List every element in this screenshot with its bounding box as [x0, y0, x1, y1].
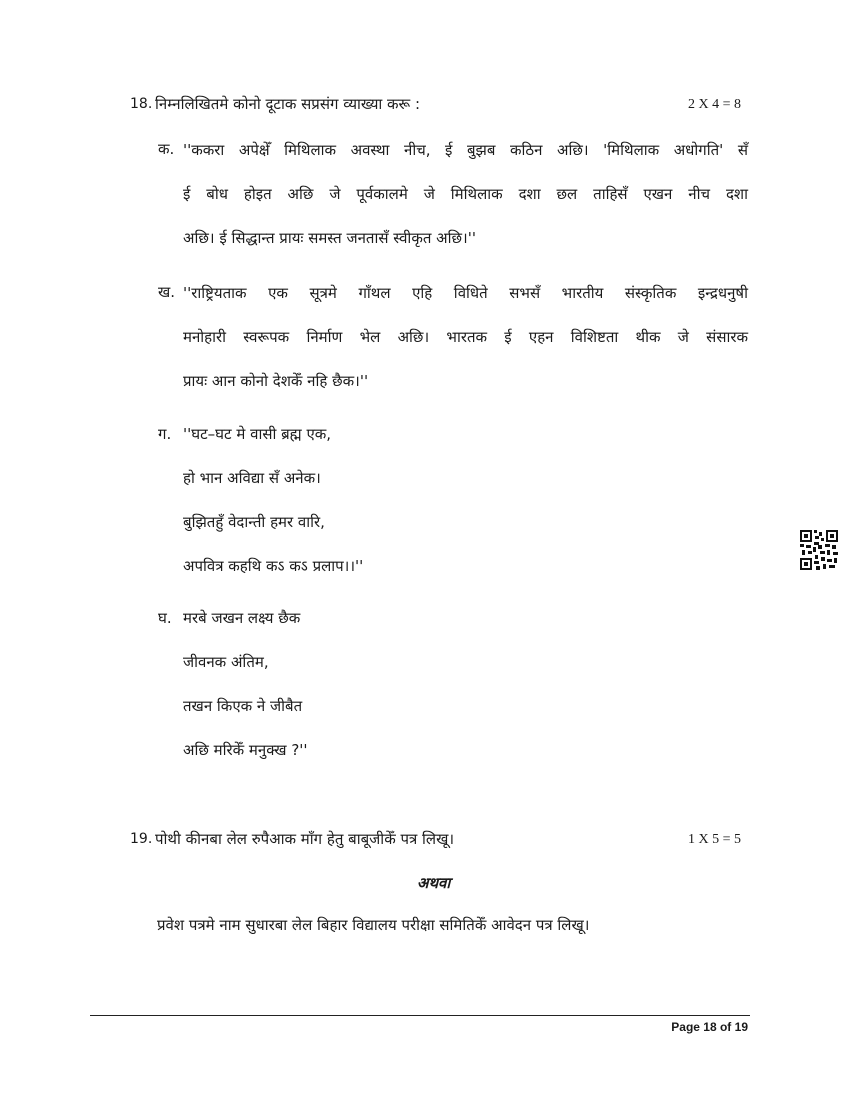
verse-line: बुझितहुँ वेदान्ती हमर वारि, — [183, 513, 325, 531]
passage-line: प्रायः आन कोनो देशकेँ नहि छैक।'' — [183, 372, 369, 390]
passage-line: ई बोध होइत अछि जे पूर्वकालमे जे मिथिलाक दशा छल ताहिसँ एखन नीच दशा — [183, 185, 748, 203]
q19-marks: 1 X 5 = 5 — [688, 832, 742, 847]
part-ga-label: ग. — [158, 425, 172, 443]
q19-number: 19. — [130, 831, 153, 847]
verse-line: अछि मरिकेँ मनुक्ख ?'' — [183, 741, 308, 759]
verse-line: तखन किएक ने जीबैत — [183, 697, 303, 715]
part-gha-label: घ. — [158, 609, 172, 627]
q19-text: पोथी कीनबा लेल रुपैआक माँग हेतु बाबूजीकेँ पत्र लिखू। — [155, 830, 455, 848]
or-label: अथवा — [417, 874, 451, 892]
verse-line: अपवित्र कहथि कऽ कऽ प्रलाप।।'' — [183, 557, 364, 575]
passage-line: ''राष्ट्रियताक एक सूत्रमे गाँथल एहि विधिते सभसँ भारतीय संस्कृतिक इन्द्रधनुषी — [183, 284, 748, 302]
part-kha-label: ख. — [158, 283, 176, 301]
q19-alt-text: प्रवेश पत्रमे नाम सुधारबा लेल बिहार विद्यालय परीक्षा समितिकेँ आवेदन पत्र लिखू। — [157, 916, 590, 934]
verse-line: हो भान अविद्या सँ अनेक। — [183, 469, 321, 487]
verse-line: ''घट–घट मे वासी ब्रह्म एक, — [183, 425, 332, 443]
part-kha-passage — [183, 282, 748, 394]
passage-line: मनोहारी स्वरूपक निर्माण भेल अछि। भारतक ई एहन विशिष्टता थीक जे संसारक — [183, 328, 748, 346]
q18-number: 18. — [130, 96, 153, 112]
verse-line: मरबे जखन लक्ष्य छैक — [183, 609, 301, 627]
part-ka-passage — [183, 139, 748, 251]
page-number: Page 18 of 19 — [671, 1020, 748, 1034]
passage-line: अछि। ई सिद्धान्त प्रायः समस्त जनतासँ स्वीकृत अछि।'' — [183, 229, 476, 247]
qr-code-icon — [800, 530, 838, 570]
part-ka-label: क. — [158, 140, 175, 158]
q18-marks: 2 X 4 = 8 — [688, 97, 742, 112]
q18-instruction: निम्नलिखितमे कोनो दूटाक सप्रसंग व्याख्या करू : — [155, 95, 421, 113]
footer-divider — [90, 1015, 750, 1016]
verse-line: जीवनक अंतिम, — [183, 653, 269, 671]
passage-line: ''ककरा अपेक्षेँ मिथिलाक अवस्था नीच, ई बुझब कठिन अछि। 'मिथिलाक अधोगति' सँ — [183, 141, 748, 159]
